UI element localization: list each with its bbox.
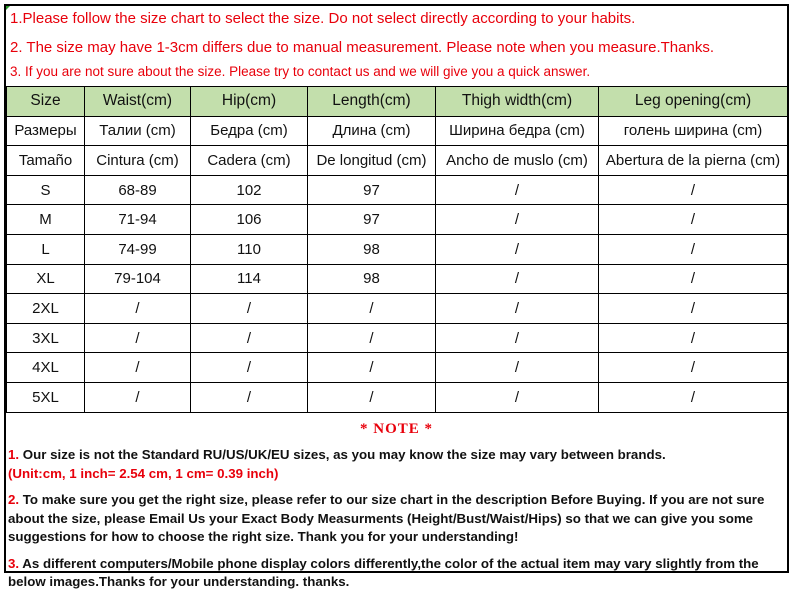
- top-notes: [6, 6, 787, 86]
- notice-number: 2.: [8, 492, 20, 507]
- size-cell: M: [7, 205, 85, 235]
- hip-cell: 106: [191, 205, 308, 235]
- thigh-cell: /: [436, 294, 599, 324]
- notice-text: To make sure you get the right size, please refer to our size chart in the description Before Buying. If you are not sure about the size, please Email Us your Exact Body Measurments (Height/Bust/Waist/Hips) so that we can give you some suggestions for how to choose the right size. Thank you for your understanding!: [8, 492, 765, 544]
- thigh-cell: /: [436, 353, 599, 383]
- table-header-ru-row: [7, 116, 788, 146]
- thigh-cell: /: [436, 205, 599, 235]
- header-cell: Hip(cm): [191, 87, 308, 117]
- notice-section: [6, 411, 787, 592]
- table-row: [7, 175, 788, 205]
- header-ru-cell: Бедра (cm): [191, 116, 308, 146]
- hip-cell: 110: [191, 234, 308, 264]
- size-table: [6, 86, 788, 413]
- unit-conversion-text: (Unit:cm, 1 inch= 2.54 cm, 1 cm= 0.39 inch): [8, 465, 279, 481]
- hip-cell: 102: [191, 175, 308, 205]
- notice-paragraph-2: [8, 491, 787, 547]
- table-row: [7, 264, 788, 294]
- thigh-cell: /: [436, 264, 599, 294]
- waist-cell: 71-94: [85, 205, 191, 235]
- leg-opening-cell: /: [599, 382, 788, 412]
- leg-opening-cell: /: [599, 264, 788, 294]
- header-es-cell: Tamaño: [7, 146, 85, 176]
- header-es-cell: De longitud (cm): [308, 146, 436, 176]
- header-ru-cell: Ширина бедра (cm): [436, 116, 599, 146]
- hip-cell: /: [191, 323, 308, 353]
- leg-opening-cell: /: [599, 205, 788, 235]
- size-cell: 4XL: [7, 353, 85, 383]
- length-cell: 97: [308, 205, 436, 235]
- header-ru-cell: Длина (cm): [308, 116, 436, 146]
- leg-opening-cell: /: [599, 294, 788, 324]
- hip-cell: /: [191, 353, 308, 383]
- length-cell: /: [308, 294, 436, 324]
- header-ru-cell: голень ширина (cm): [599, 116, 788, 146]
- header-cell: Length(cm): [308, 87, 436, 117]
- size-cell: 2XL: [7, 294, 85, 324]
- waist-cell: /: [85, 353, 191, 383]
- notice-title: * NOTE *: [359, 421, 433, 437]
- length-cell: /: [308, 353, 436, 383]
- length-cell: /: [308, 382, 436, 412]
- waist-cell: 68-89: [85, 175, 191, 205]
- header-cell: Size: [7, 87, 85, 117]
- leg-opening-cell: /: [599, 234, 788, 264]
- header-cell: Thigh width(cm): [436, 87, 599, 117]
- size-cell: XL: [7, 264, 85, 294]
- header-cell: Waist(cm): [85, 87, 191, 117]
- header-ru-cell: Талии (cm): [85, 116, 191, 146]
- leg-opening-cell: /: [599, 323, 788, 353]
- top-note-3: 3. If you are not sure about the size. Please try to contact us and we will give you a quick answer.: [10, 64, 591, 79]
- length-cell: 97: [308, 175, 436, 205]
- notice-paragraph-3: [8, 555, 787, 592]
- size-chart-frame: [4, 4, 789, 589]
- thigh-cell: /: [436, 175, 599, 205]
- header-es-cell: Cintura (cm): [85, 146, 191, 176]
- size-cell: L: [7, 234, 85, 264]
- header-es-cell: Cadera (cm): [191, 146, 308, 176]
- length-cell: /: [308, 323, 436, 353]
- waist-cell: /: [85, 323, 191, 353]
- notice-text: Our size is not the Standard RU/US/UK/EU sizes, as you may know the size may vary between brands.: [19, 447, 666, 462]
- waist-cell: 74-99: [85, 234, 191, 264]
- thigh-cell: /: [436, 234, 599, 264]
- notice-number: 3.: [8, 555, 20, 571]
- table-row: [7, 234, 788, 264]
- notice-number: 1.: [8, 447, 20, 462]
- hip-cell: /: [191, 294, 308, 324]
- top-note-1: 1.Please follow the size chart to select the size. Do not select directly according to your habits.: [10, 10, 636, 27]
- header-cell: Leg opening(cm): [599, 87, 788, 117]
- hip-cell: /: [191, 382, 308, 412]
- leg-opening-cell: /: [599, 175, 788, 205]
- size-cell: 5XL: [7, 382, 85, 412]
- waist-cell: /: [85, 294, 191, 324]
- thigh-cell: /: [436, 382, 599, 412]
- notice-paragraph-1: [8, 446, 787, 483]
- hip-cell: 114: [191, 264, 308, 294]
- table-row: [7, 294, 788, 324]
- length-cell: 98: [308, 264, 436, 294]
- top-note-2: 2. The size may have 1-3cm differs due to manual measurement. Please note when you measure.Thanks.: [10, 39, 714, 56]
- leg-opening-cell: /: [599, 353, 788, 383]
- table-row: [7, 323, 788, 353]
- waist-cell: /: [85, 382, 191, 412]
- header-es-cell: Ancho de muslo (cm): [436, 146, 599, 176]
- table-header-es-row: [7, 146, 788, 176]
- header-ru-cell: Размеры: [7, 116, 85, 146]
- size-cell: S: [7, 175, 85, 205]
- table-row: [7, 382, 788, 412]
- thigh-cell: /: [436, 323, 599, 353]
- header-es-cell: Abertura de la pierna (cm): [599, 146, 788, 176]
- notice-text: As different computers/Mobile phone display colors differently,the color of the actual item may vary slightly from the below images.Thanks for your understanding. thanks.: [8, 555, 759, 589]
- size-cell: 3XL: [7, 323, 85, 353]
- length-cell: 98: [308, 234, 436, 264]
- table-row: [7, 205, 788, 235]
- waist-cell: 79-104: [85, 264, 191, 294]
- table-row: [7, 353, 788, 383]
- table-header-row: [7, 87, 788, 117]
